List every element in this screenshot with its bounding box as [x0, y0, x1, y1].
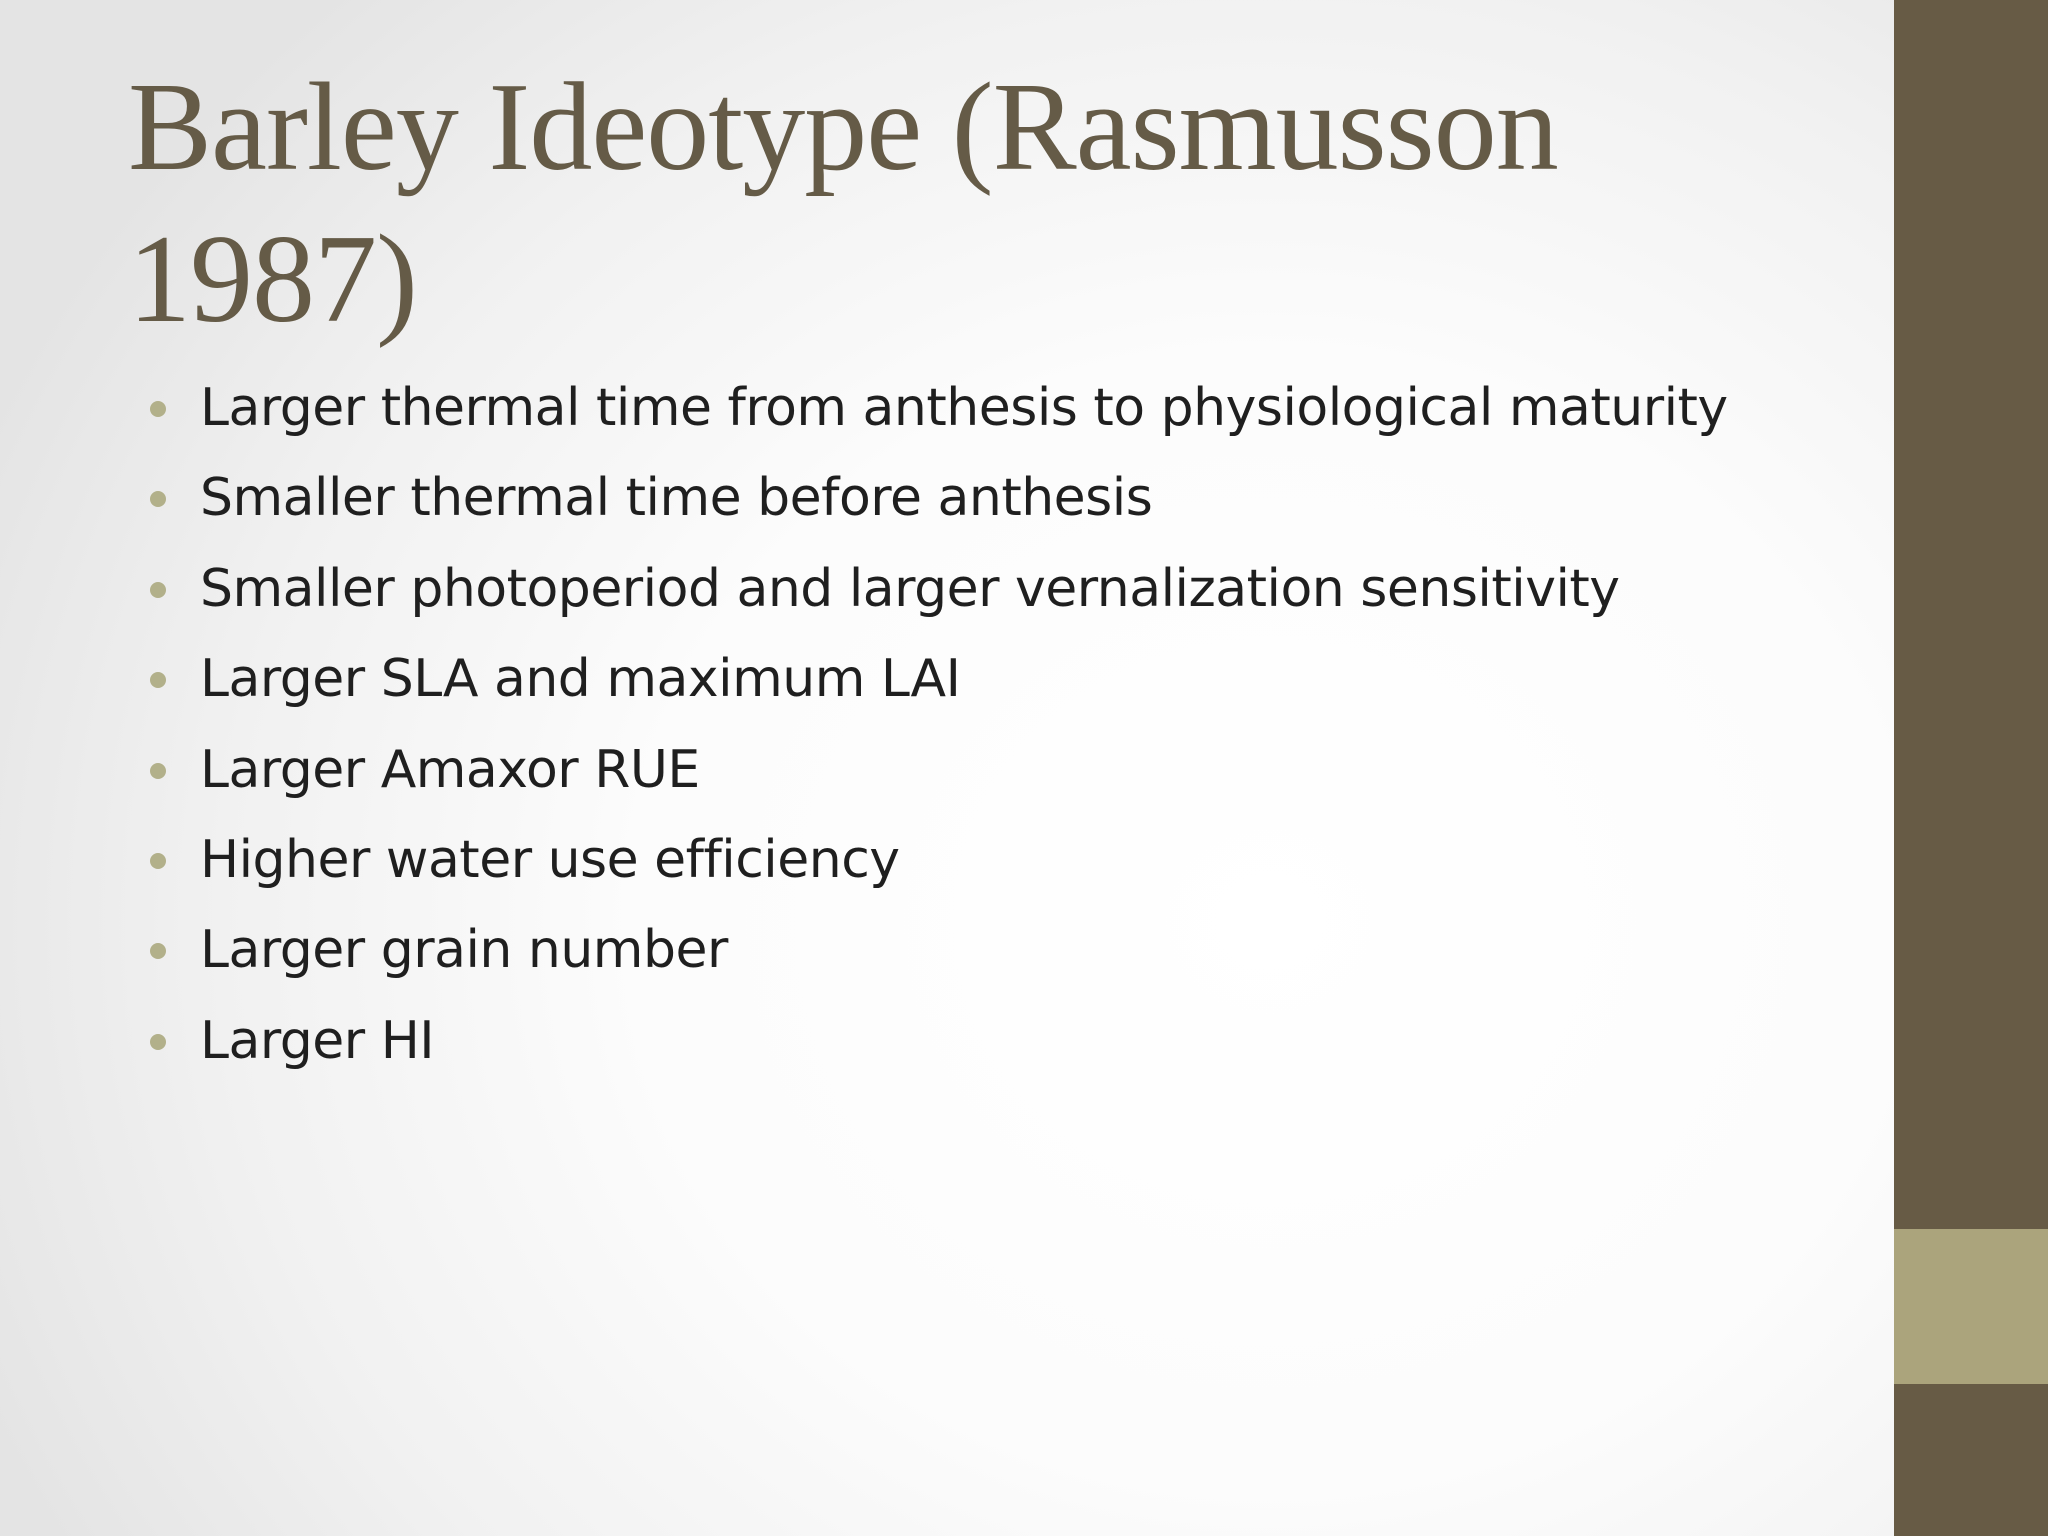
bullet-dot-icon: [150, 582, 166, 598]
bullet-dot-icon: [150, 943, 166, 959]
bullet-item: [148, 553, 1848, 643]
bullet-item: [148, 372, 1848, 462]
bullet-text: Larger HI: [200, 1010, 435, 1071]
bullet-item: [148, 643, 1848, 733]
slide-title: Barley Ideotype (Rasmusson 1987): [128, 58, 1558, 349]
bullet-text: Larger SLA and maximum LAI: [200, 649, 961, 710]
bullet-dot-icon: [150, 672, 166, 688]
side-bar-dark-bottom: [1894, 1384, 2048, 1536]
bullet-text: Larger Amaxor RUE: [200, 739, 700, 800]
bullet-text: Smaller photoperiod and larger vernalization sensitivity: [200, 558, 1620, 619]
bullet-item: [148, 824, 1848, 914]
bullet-dot-icon: [150, 853, 166, 869]
bullet-dot-icon: [150, 1034, 166, 1050]
bullet-text: Smaller thermal time before anthesis: [200, 468, 1153, 529]
bullet-item: [148, 462, 1848, 552]
bullet-item: [148, 734, 1848, 824]
side-decoration-bar: [1894, 0, 2048, 1536]
side-bar-accent: [1894, 1229, 2048, 1384]
bullet-list: [148, 372, 1848, 1095]
bullet-text: Larger grain number: [200, 920, 728, 981]
bullet-dot-icon: [150, 763, 166, 779]
bullet-item: [148, 1005, 1848, 1095]
bullet-dot-icon: [150, 401, 166, 417]
side-bar-dark-top: [1894, 0, 2048, 1229]
bullet-item: [148, 914, 1848, 1004]
bullet-text: Larger thermal time from anthesis to physiological maturity: [200, 378, 1728, 438]
bullet-dot-icon: [150, 491, 166, 507]
bullet-text: Higher water use efficiency: [200, 829, 900, 890]
